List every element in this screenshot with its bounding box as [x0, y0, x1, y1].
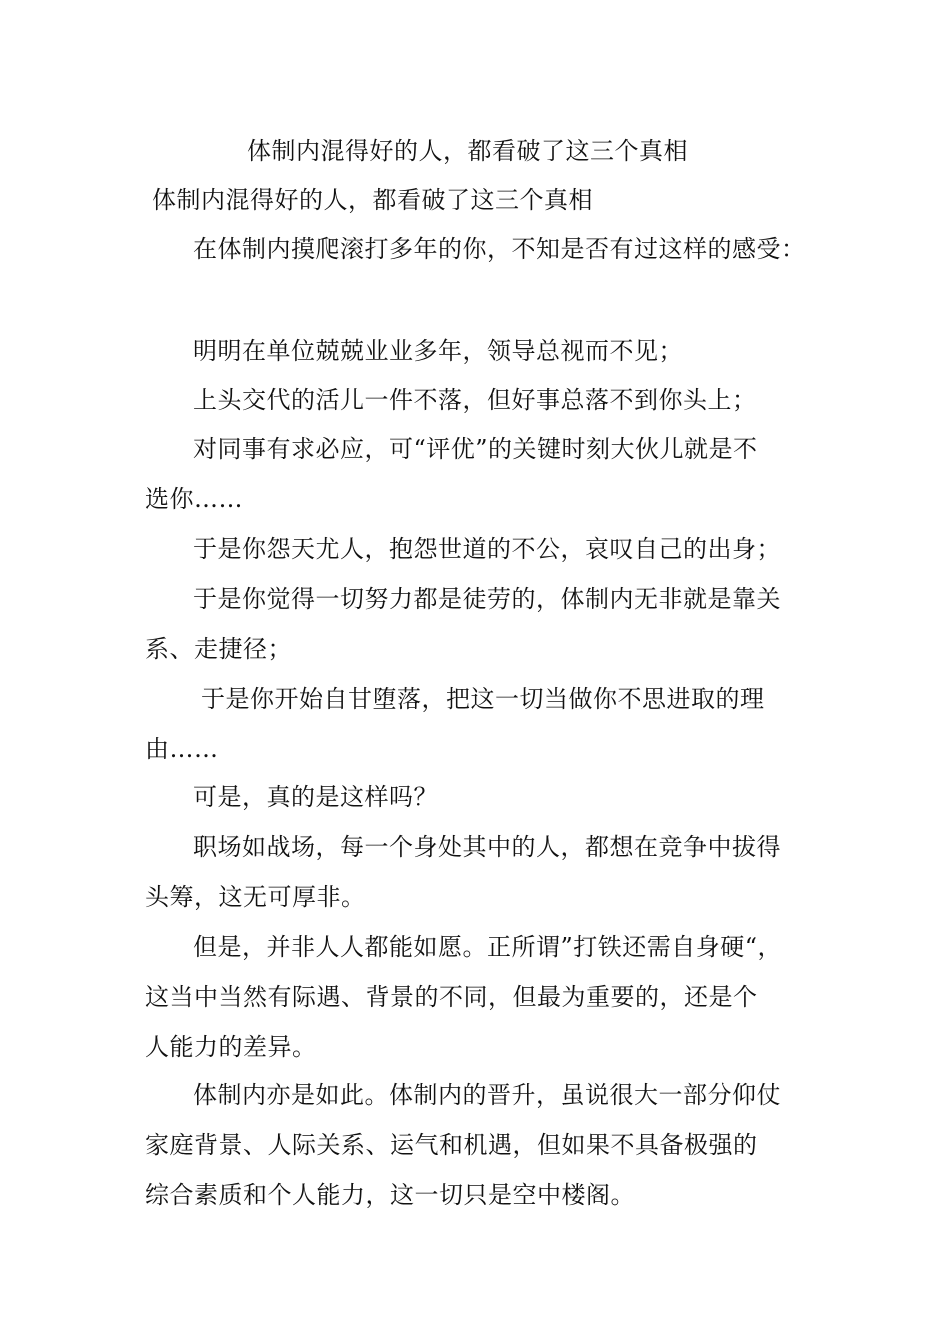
paragraph-line: 这当中当然有际遇、背景的不同，但最为重要的，还是个 — [145, 983, 758, 1011]
paragraph-line: 家庭背景、人际关系、运气和机遇，但如果不具备极强的 — [145, 1131, 758, 1159]
paragraph-line: 明明在单位兢兢业业多年，领导总视而不见； — [193, 337, 683, 365]
document-title: 体制内混得好的人，都看破了这三个真相 — [247, 137, 688, 165]
paragraph-line: 人能力的差异。 — [145, 1033, 317, 1061]
paragraph-line: 头筹，这无可厚非。 — [145, 883, 366, 911]
paragraph-line: 系、走捷径； — [145, 635, 292, 663]
paragraph-line: 对同事有求必应，可“评优”的关键时刻大伙儿就是不 — [193, 435, 758, 463]
paragraph-line: 体制内亦是如此。体制内的晋升，虽说很大一部分仰仗 — [193, 1081, 781, 1109]
paragraph-line: 综合素质和个人能力，这一切只是空中楼阁。 — [145, 1181, 635, 1209]
paragraph-line: 在体制内摸爬滚打多年的你，不知是否有过这样的感受： — [193, 235, 806, 263]
paragraph-line: 可是，真的是这样吗？ — [193, 783, 438, 811]
paragraph-line: 由…… — [145, 735, 219, 763]
paragraph-line: 上头交代的活儿一件不落，但好事总落不到你头上； — [193, 386, 757, 414]
document-subtitle: 体制内混得好的人，都看破了这三个真相 — [152, 186, 593, 214]
paragraph-line: 选你…… — [145, 485, 243, 513]
paragraph-line: 职场如战场，每一个身处其中的人，都想在竞争中拔得 — [193, 833, 781, 861]
paragraph-line: 于是你觉得一切努力都是徒劳的，体制内无非就是靠关 — [193, 585, 781, 613]
paragraph-line: 但是，并非人人都能如愿。正所谓”打铁还需自身硬“， — [193, 933, 783, 961]
paragraph-line: 于是你开始自甘堕落，把这一切当做你不思进取的理 — [201, 685, 765, 713]
paragraph-line: 于是你怨天尤人，抱怨世道的不公，哀叹自己的出身； — [193, 535, 781, 563]
